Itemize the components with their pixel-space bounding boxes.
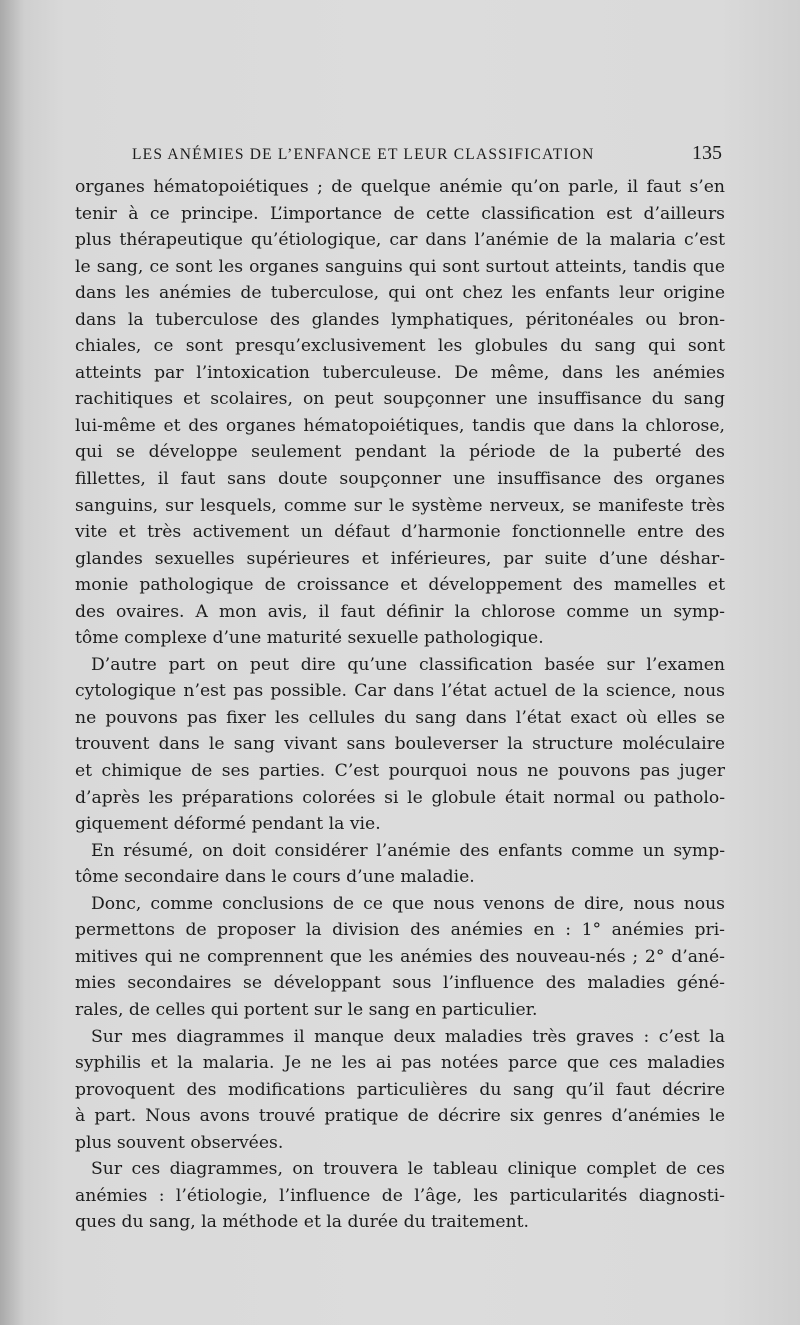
text-line: glandes sexuelles supérieures et inférieures, par suite d’une déshar-	[75, 548, 725, 569]
text-line: à part. Nous avons trouvé pratique de décrire six genres d’anémies le	[75, 1106, 725, 1127]
text-line: d’après les préparations colorées si le globule était normal ou patholo-	[75, 787, 725, 808]
text-line: monie pathologique de croissance et développement des mamelles et	[75, 575, 725, 596]
text-line: dans les anémies de tuberculose, qui ont chez les enfants leur origine	[75, 283, 725, 304]
paragraph	[75, 652, 725, 838]
paragraph	[75, 1024, 725, 1157]
text-line: et chimique de ses parties. C’est pourquoi nous ne pouvons pas juger	[75, 761, 725, 782]
running-head	[132, 144, 722, 168]
text-line: tôme complexe d’une maturité sexuelle pathologique.	[75, 628, 544, 649]
text-line: vite et très activement un défaut d’harmonie fonctionnelle entre des	[75, 522, 725, 543]
text-line: tenir à ce principe. L’importance de cette classification est d’ailleurs	[75, 203, 725, 224]
text-line: tôme secondaire dans le cours d’une maladie.	[75, 867, 475, 888]
text-line: sanguins, sur lesquels, comme sur le système nerveux, se manifeste très	[75, 495, 725, 516]
text-line: trouvent dans le sang vivant sans bouleverser la structure moléculaire	[75, 734, 725, 755]
text-line: rachitiques et scolaires, on peut soupçonner une insuffisance du sang	[75, 389, 725, 410]
text-line: giquement déformé pendant la vie.	[75, 814, 381, 835]
text-line: atteints par l’intoxication tuberculeuse. De même, dans les anémies	[75, 362, 725, 383]
text-line: dans la tuberculose des glandes lymphatiques, péritonéales ou bron-	[75, 309, 725, 330]
text-line: mitives qui ne comprennent que les anémies des nouveau-nés ; 2° d’ané-	[75, 946, 725, 967]
text-line: ques du sang, la méthode et la durée du traitement.	[75, 1212, 530, 1233]
text-line: Sur mes diagrammes il manque deux maladies très graves : c’est la	[91, 1026, 725, 1047]
paragraph	[75, 891, 725, 1024]
page-number: 135	[692, 142, 722, 164]
text-line: rales, de celles qui portent sur le sang en particulier.	[75, 999, 538, 1020]
text-line: le sang, ce sont les organes sanguins qui sont surtout atteints, tandis que	[75, 256, 725, 277]
text-line: organes hématopoiétiques ; de quelque anémie qu’on parle, il faut s’en	[75, 177, 725, 197]
text-line: mies secondaires se développant sous l’influence des maladies géné-	[75, 973, 725, 994]
text-line: permettons de proposer la division des anémies en : 1° anémies pri-	[75, 920, 725, 941]
text-line: ne pouvons pas fixer les cellules du sang dans l’état exact où elles se	[75, 707, 725, 728]
text-line: En résumé, on doit considérer l’anémie des enfants comme un symp-	[91, 840, 725, 861]
text-line: lui-même et des organes hématopoiétiques, tandis que dans la chlorose,	[75, 415, 725, 436]
text-line: cytologique n’est pas possible. Car dans l’état actuel de la science, nous	[75, 681, 725, 702]
text-line: Donc, comme conclusions de ce que nous venons de dire, nous nous	[91, 893, 725, 914]
text-line: plus souvent observées.	[75, 1132, 284, 1153]
text-line: anémies : l’étiologie, l’influence de l’âge, les particularités diagnosti-	[75, 1185, 725, 1206]
text-line: des ovaires. A mon avis, il faut définir la chlorose comme un symp-	[75, 601, 725, 622]
paragraph	[75, 1156, 725, 1236]
paragraph	[75, 174, 725, 652]
text-line: Sur ces diagrammes, on trouvera le tableau clinique complet de ces	[91, 1159, 725, 1180]
text-line: plus thérapeutique qu’étiologique, car dans l’anémie de la malaria c’est	[75, 230, 725, 251]
text-line: provoquent des modifications particulières du sang qu’il faut décrire	[75, 1079, 725, 1100]
text-line: qui se développe seulement pendant la période de la puberté des	[75, 442, 725, 463]
running-head-title: LES ANÉMIES DE L’ENFANCE ET LEUR CLASSIFICATION	[132, 146, 595, 163]
text-line: fillettes, il faut sans doute soupçonner une insuffisance des organes	[75, 469, 725, 490]
paragraph	[75, 838, 725, 891]
body-text	[75, 174, 725, 1236]
text-line: syphilis et la malaria. Je ne les ai pas notées parce que ces maladies	[75, 1053, 725, 1074]
text-line: chiales, ce sont presqu’exclusivement les globules du sang qui sont	[75, 336, 725, 357]
text-line: D’autre part on peut dire qu’une classification basée sur l’examen	[91, 654, 725, 675]
